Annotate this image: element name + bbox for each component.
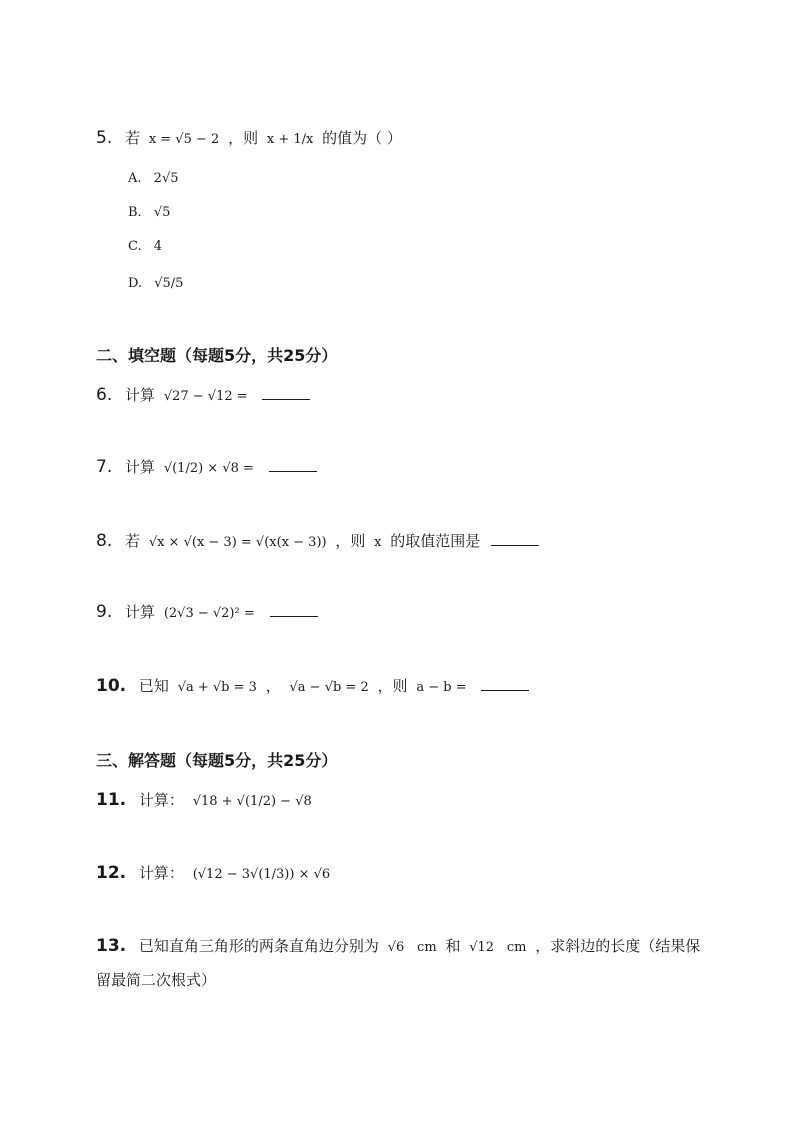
answer-blank — [262, 385, 310, 400]
question-text: 和 — [445, 937, 461, 955]
question-number: 11. — [96, 790, 127, 810]
question-number: 10. — [96, 676, 127, 696]
math-expression: √a − √b = 2 — [289, 680, 369, 695]
question-number: 6. — [96, 385, 113, 405]
question-number: 7. — [96, 457, 113, 477]
answer-blank — [269, 457, 317, 472]
math-expression: (√12 − 3√(1/3)) × √6 — [192, 867, 331, 882]
option-label: A. — [128, 171, 142, 186]
question-6 — [96, 385, 310, 407]
question-10 — [96, 676, 529, 698]
answer-blank — [481, 676, 529, 691]
question-text: 若 — [125, 532, 141, 550]
question-text: 已知 — [138, 677, 169, 695]
question-13-continued — [96, 970, 216, 990]
math-expression: √12 — [469, 940, 495, 955]
option-text: 4 — [153, 239, 163, 254]
question-text: 计算： — [138, 864, 184, 882]
question-text: 计算 — [125, 386, 156, 404]
section-heading-solutions: 三、解答题（每题5分，共25分） — [96, 751, 338, 770]
math-expression: √18 + √(1/2) − √8 — [192, 794, 312, 809]
question-text: 的取值范围是 — [390, 532, 481, 550]
question-5 — [96, 128, 402, 150]
question-12 — [96, 863, 334, 885]
question-text: ，则 — [228, 129, 259, 147]
math-expression: √x × √(x − 3) = √(x(x − 3)) — [148, 535, 327, 550]
math-expression: a − b = — [416, 680, 467, 695]
option-label: C. — [128, 239, 142, 254]
unit-label: cm — [506, 940, 527, 955]
question-number: 9. — [96, 602, 113, 622]
option-label: B. — [128, 205, 142, 220]
question-text: 若 — [125, 129, 141, 147]
question-text: ，则 — [377, 677, 408, 695]
option-a — [128, 169, 179, 189]
question-text: ， — [265, 677, 281, 695]
question-text: 已知直角三角形的两条直角边分别为 — [138, 937, 379, 955]
question-7 — [96, 457, 317, 479]
math-expression: (2√3 − √2)² = — [163, 606, 255, 621]
question-text: 计算： — [138, 791, 184, 809]
option-d — [128, 274, 183, 294]
option-label: D. — [128, 276, 143, 291]
question-text: 计算 — [125, 603, 156, 621]
question-text: 留最简二次根式） — [96, 971, 217, 989]
question-8 — [96, 531, 539, 553]
option-b — [128, 203, 170, 223]
question-text: 计算 — [125, 458, 156, 476]
question-13 — [96, 936, 700, 958]
math-expression: x + 1/x — [266, 132, 314, 147]
question-text: 的值为（ ） — [322, 129, 402, 147]
option-text: √5/5 — [154, 276, 184, 291]
math-expression: √a + √b = 3 — [177, 680, 257, 695]
question-number: 12. — [96, 863, 127, 883]
question-number: 13. — [96, 936, 127, 956]
question-number: 5. — [96, 128, 113, 148]
math-expression: √27 − √12 = — [163, 389, 248, 404]
question-11 — [96, 790, 316, 812]
option-text: 2√5 — [153, 171, 179, 186]
question-number: 8. — [96, 531, 113, 551]
section-heading-fill-blank: 二、填空题（每题5分，共25分） — [96, 346, 338, 365]
option-c — [128, 237, 162, 257]
answer-blank — [270, 602, 318, 617]
math-variable: x — [374, 535, 382, 550]
question-text: ，则 — [335, 532, 366, 550]
math-expression: x = √5 − 2 — [148, 132, 220, 147]
question-text: ，求斜边的长度（结果保 — [535, 937, 701, 955]
question-9 — [96, 602, 318, 624]
math-expression: √6 — [387, 940, 405, 955]
unit-label: cm — [417, 940, 437, 955]
answer-blank — [491, 531, 539, 546]
option-text: √5 — [153, 205, 171, 220]
math-expression: √(1/2) × √8 = — [163, 461, 254, 476]
